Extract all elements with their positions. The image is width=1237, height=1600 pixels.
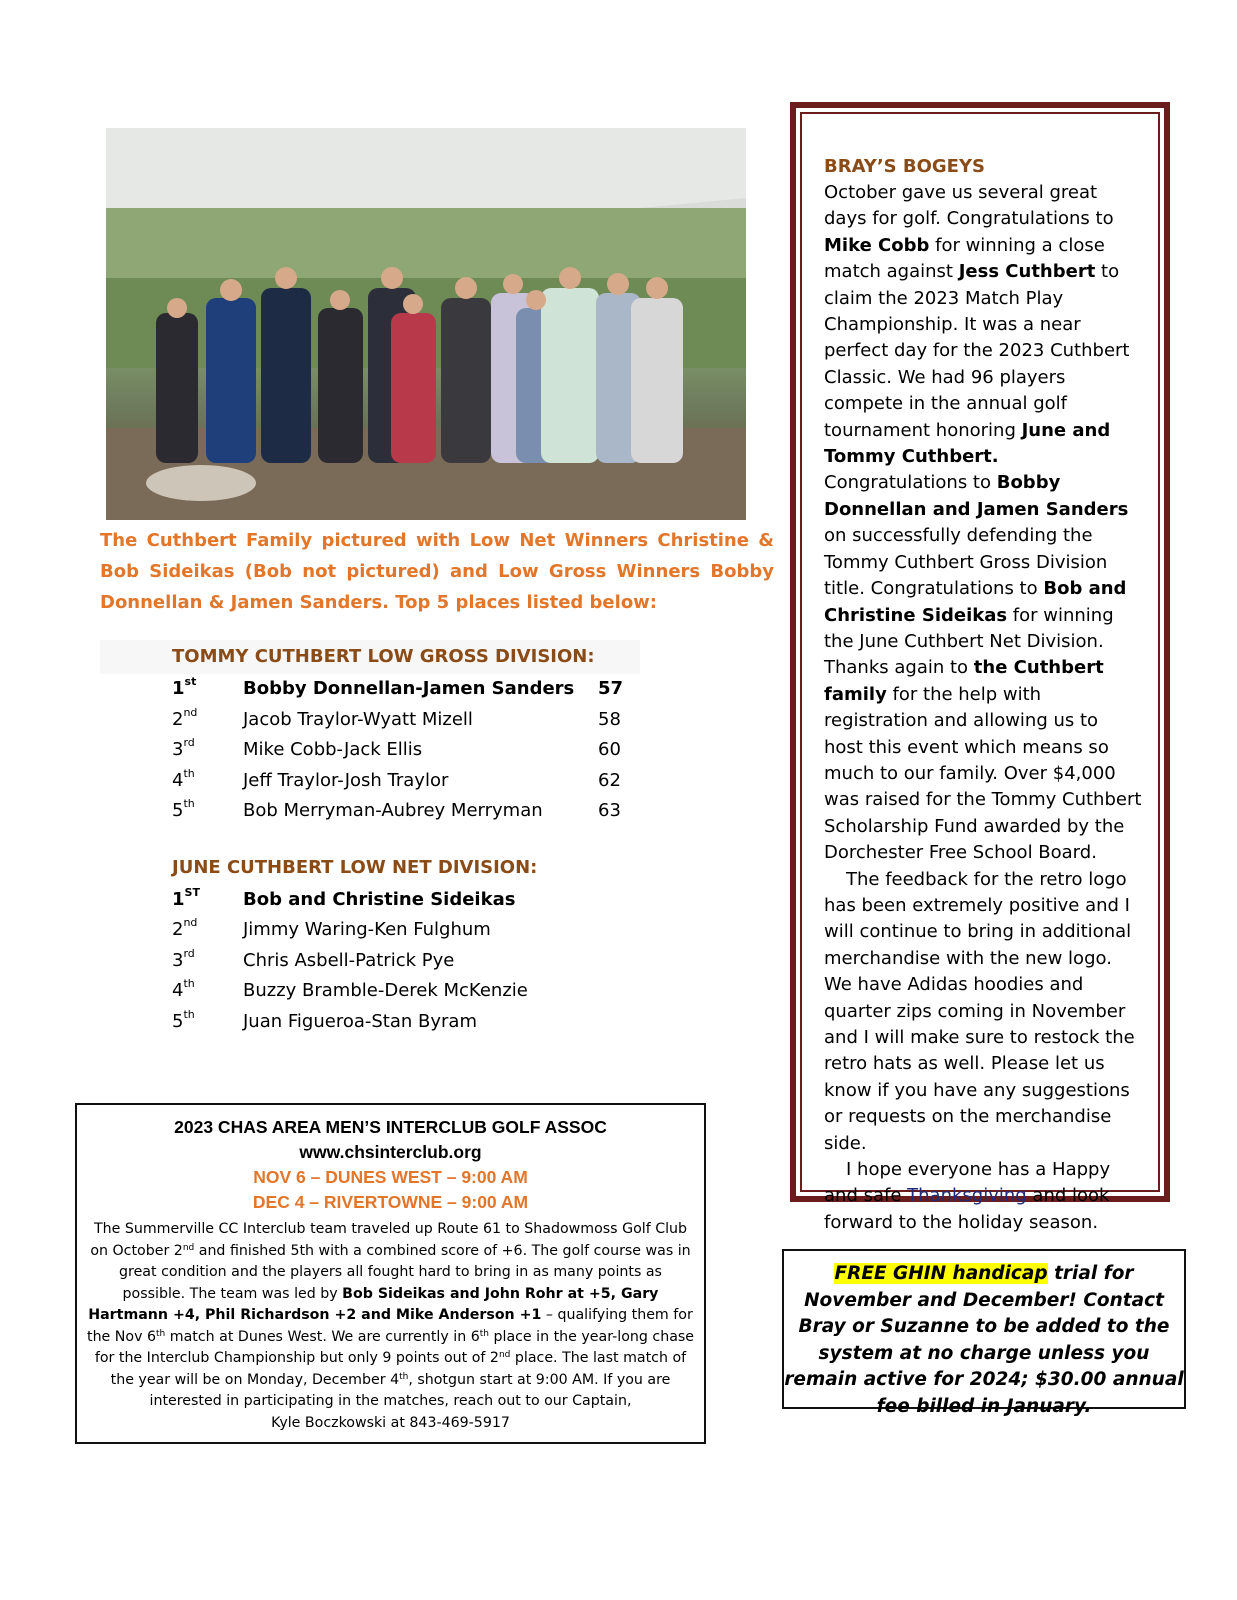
gross-division-title: TOMMY CUTHBERT LOW GROSS DIVISION: (172, 646, 595, 667)
interclub-title: 2023 CHAS AREA MEN’S INTERCLUB GOLF ASSOC (174, 1117, 607, 1137)
gross-row (100, 766, 640, 797)
score: 57 (598, 678, 624, 699)
score: 60 (598, 739, 621, 760)
photo-caption (100, 525, 774, 618)
bray-paragraph-1: October gave us several great days for golf. Congratulations to Mike Cobb for winning a close match against Jess Cuthbert to claim the 2023 Match Play Championship. It was a near perfect day for the 2023 Cuthbert Classic. We had 96 players compete in the annual golf tournament honoring June and Tommy Cuthbert. Congratulations to Bobby Donnellan and Jamen Sanders on successfully defending the Tommy Cuthbert Gross Division title. Congratulations to Bob and Christine Sideikas for winning the June Cuthbert Net Division. Thanks again to the Cuthbert family for the help with registration and allowing us to host this event which means so much to our family. Over $4,000 was raised for the Tommy Cuthbert Scholarship Fund awarded by the Dorchester Free School Board. (824, 182, 1142, 864)
team: Buzzy Bramble-Derek McKenzie (243, 980, 528, 1001)
place: 5th (172, 797, 195, 821)
net-row (100, 976, 640, 1007)
interclub-body: The Summerville CC Interclub team traveled up Route 61 to Shadowmoss Golf Club on October 2nd and finished 5th with a combined score of +6. The golf course was in great condition and the players all fought hard to bring in as many points as possible. The team was led by Bob Sideikas and John Rohr at +5, Gary Hartmann +4, Phil Richardson +2 and Mike Anderson +1 – qualifying them for the Nov 6th match at Dunes West. We are currently in 6th place in the year-long chase for the Interclub Championship but only 9 points out of 2nd place. The last match of the year will be on Monday, December 4th, shotgun start at 9:00 AM. If you are interested in participating in the matches, reach out to our Captain, Kyle Boczkowski at 843-469-5917 (87, 1221, 695, 1431)
place: 4th (172, 977, 195, 1001)
gross-row (100, 735, 640, 766)
score: 63 (598, 800, 621, 821)
team: Jacob Traylor-Wyatt Mizell (243, 708, 473, 730)
gross-row (100, 705, 640, 736)
ghin-text: trial for November and December! Contact Bray or Suzanne to be added to the system at no charge unless you remain active for 2024; $30.00 annual fee billed in January. (784, 1263, 1184, 1417)
brays-bogeys-text (824, 154, 1142, 1236)
group-photo (106, 128, 746, 520)
place: 3rd (172, 946, 195, 971)
interclub-event-dec: DEC 4 – RIVERTOWNE – 9:00 AM (252, 1192, 529, 1212)
group-photo-illustration (106, 128, 746, 520)
interclub-url[interactable]: www.chsinterclub.org (299, 1142, 482, 1162)
team: Juan Figueroa-Stan Byram (243, 1010, 477, 1032)
net-division-title: JUNE CUTHBERT LOW NET DIVISION: (172, 856, 538, 878)
place: 5th (172, 1007, 195, 1032)
place: 1st (172, 675, 197, 699)
net-row (100, 1007, 640, 1038)
bray-paragraph-2: The feedback for the retro logo has been extremely positive and I will continue to bring in additional merchandise with the new logo. We have Adidas hoodies and quarter zips coming in November and I will make sure to restock the retro hats as well. Please let us know if you have any suggestions or requests on the merchandise side. (824, 868, 1135, 1154)
gross-division-header (100, 640, 640, 674)
photo-caption-text: The Cuthbert Family pictured with Low Net Winners Christine & Bob Sideikas (Bob not pictured) and Low Gross Winners Bobby Donnellan & Jamen Sanders. Top 5 places listed below: (100, 530, 774, 613)
ghin-notice-box (782, 1249, 1186, 1417)
bray-paragraph-3: I hope everyone has a Happy and safe Thanksgiving and look forward to the holiday season. (824, 1159, 1111, 1233)
place: 3rd (172, 736, 195, 760)
team: Mike Cobb-Jack Ellis (243, 739, 423, 760)
team: Jimmy Waring-Ken Fulghum (243, 919, 491, 940)
gross-row (100, 674, 640, 705)
net-row (100, 915, 640, 946)
place: 4th (172, 766, 195, 791)
results-section (100, 640, 640, 1037)
gross-row (100, 796, 640, 827)
team: Chris Asbell-Patrick Pye (243, 949, 455, 971)
place: 2nd (172, 705, 198, 730)
team: Bob and Christine Sideikas (243, 888, 516, 910)
brays-bogeys-title: BRAY’S BOGEYS (824, 156, 985, 177)
score: 58 (598, 708, 621, 730)
captain-contact: Kyle Boczkowski at 843-469-5917 (271, 1414, 510, 1431)
team: Bob Merryman-Aubrey Merryman (243, 800, 543, 821)
score: 62 (598, 769, 621, 791)
interclub-box (75, 1103, 706, 1444)
place: 1ST (172, 885, 200, 910)
net-row (100, 885, 640, 916)
ghin-highlight: FREE GHIN handicap (834, 1263, 1048, 1284)
team: Bobby Donnellan-Jamen Sanders (243, 678, 575, 699)
team: Jeff Traylor-Josh Traylor (243, 769, 449, 791)
net-row (100, 946, 640, 977)
interclub-event-nov: NOV 6 – DUNES WEST – 9:00 AM (253, 1167, 528, 1187)
place: 2nd (172, 916, 198, 940)
brays-bogeys-box (790, 102, 1170, 1233)
